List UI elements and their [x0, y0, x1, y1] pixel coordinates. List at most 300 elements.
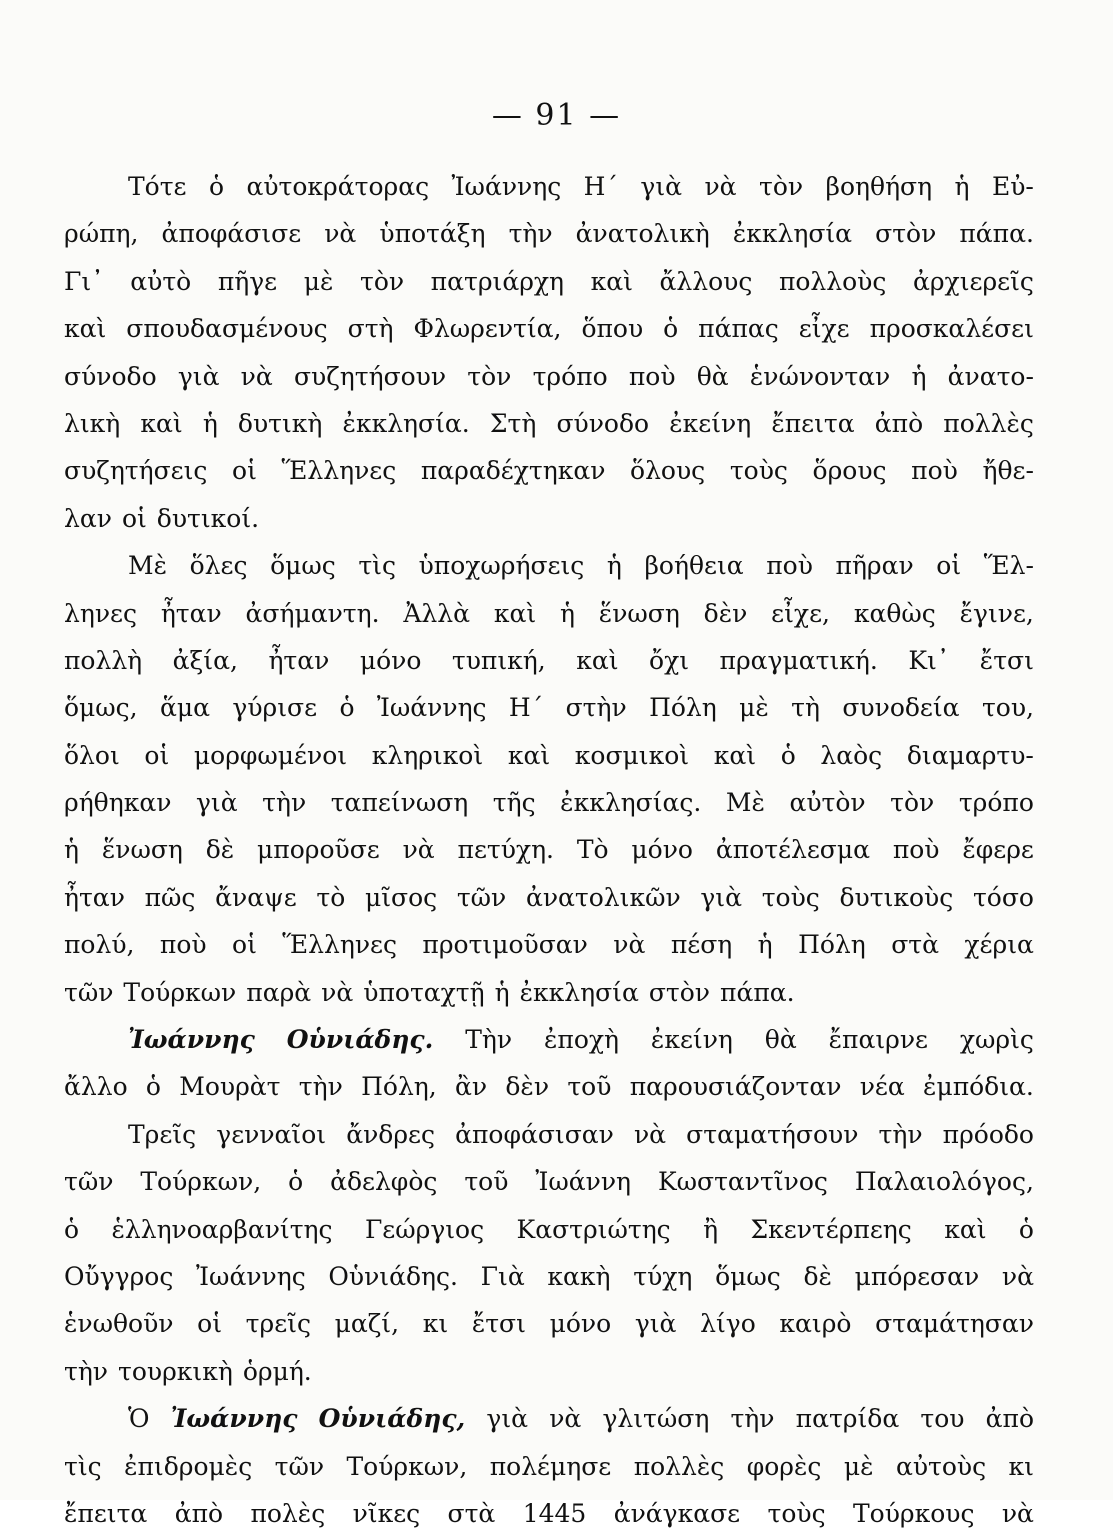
word: στὸν [648, 977, 711, 1007]
word: τῶν [456, 882, 507, 912]
word: νὰ [704, 172, 737, 201]
word: εἶχε [798, 314, 850, 344]
word: οἱ [232, 456, 257, 486]
word: ὁ [288, 1167, 304, 1197]
word: τὴν [878, 1119, 923, 1149]
text-line [64, 258, 1034, 305]
text-line [64, 779, 1034, 826]
text-line [64, 1395, 1034, 1442]
word: Οὑνιάδης. [328, 1261, 458, 1291]
text-line [64, 1490, 1034, 1537]
word: Τούρκων, [140, 1167, 262, 1197]
text-line [64, 353, 1034, 400]
word: νὰ [321, 977, 354, 1007]
word: οἱ [121, 503, 147, 533]
word: ὁ [780, 740, 796, 770]
word: πῆγε [217, 266, 278, 296]
word: λαὸς [820, 740, 883, 770]
word: ὄχι [649, 645, 690, 675]
word: στὰ [891, 930, 939, 960]
word: ἀρχιερεῖς [912, 266, 1034, 296]
word: Τὴν [465, 1025, 513, 1055]
word: ἀνατολικὴ [575, 219, 710, 249]
word: τὶς [64, 1451, 102, 1481]
word: Τούρκων, [346, 1451, 468, 1481]
word: ἔφερε [962, 835, 1034, 865]
word: νὰ [613, 930, 646, 960]
word: καὶ [493, 598, 537, 628]
word: σταμάτησαν [875, 1309, 1034, 1339]
word: οἱ [144, 740, 170, 770]
text-line [64, 590, 1034, 637]
word: τύχη [633, 1261, 693, 1291]
word: ἐκείνη [669, 408, 752, 438]
word: ἀπὸ [985, 1404, 1034, 1434]
word: παραδέχτηκαν [420, 456, 606, 486]
word: τὴν [730, 1404, 775, 1434]
word: σύνοδο [64, 361, 157, 391]
word: ἤθε- [982, 456, 1034, 486]
word: ἑλληνοαρβανίτης [111, 1214, 333, 1244]
word: μορφωμένοι [193, 740, 348, 770]
word: μποροῦσε [257, 835, 380, 865]
word: πατρίδα [795, 1404, 900, 1434]
emphasized-word: Ἰωάννης [170, 1404, 298, 1434]
word: καθὼς [853, 598, 936, 628]
word: ἡ [64, 835, 79, 865]
word: τὸν [359, 266, 405, 296]
word: νέα [859, 1072, 905, 1102]
word: Φλωρεντία, [413, 314, 562, 344]
text-line [64, 969, 1034, 1016]
word: φορὲς [746, 1451, 822, 1481]
text-line [64, 1443, 1034, 1490]
word: συζητήσεις [64, 456, 208, 486]
word: δὲν [505, 1072, 550, 1102]
word: τὴ [791, 693, 820, 723]
word: κληρικοὶ [371, 740, 484, 770]
word: νὰ [633, 1119, 667, 1149]
word: ἐκκλησία. [342, 408, 470, 438]
word: του, [981, 693, 1034, 723]
text-line [64, 1063, 1034, 1110]
word: χέρια [964, 930, 1034, 960]
word: τὸν [467, 361, 512, 391]
word: ἀσήμαντη. [245, 598, 380, 628]
word: ἑνωθοῦν [64, 1309, 174, 1339]
word: Η΄ [583, 172, 618, 201]
word: καιρὸ [779, 1309, 852, 1339]
word: γιὰ [700, 882, 742, 912]
word: τοῦ [464, 1167, 509, 1197]
word: προσκαλέσει [869, 314, 1034, 344]
word: μῖσος [364, 882, 438, 912]
word: ποὺ [892, 835, 940, 865]
word: δὲν [703, 598, 748, 628]
word: τόσο [972, 882, 1034, 912]
word: δυτικοί. [156, 503, 260, 533]
word: λικὴ [64, 408, 121, 438]
text-line [64, 305, 1034, 352]
word: τὴν [262, 788, 307, 818]
word: ρώπη, [64, 219, 139, 249]
word: Πόλη [649, 693, 717, 723]
word: ἄναψε [215, 882, 297, 912]
word: Τούρκων [123, 977, 237, 1007]
word: ἔγινε, [959, 598, 1034, 628]
word: Ἰωάννη [535, 1167, 632, 1197]
word: ὁ [145, 1072, 161, 1102]
text-line [64, 1300, 1034, 1347]
word: καὶ [944, 1214, 987, 1244]
word: στὴν [565, 693, 627, 723]
word: Παλαιολόγος, [854, 1167, 1034, 1197]
word: βοήθεια [644, 551, 744, 581]
word: πῆραν [835, 551, 914, 581]
word: νὰ [549, 1404, 582, 1434]
word: 1445 [522, 1498, 587, 1528]
word: δυτικὴ [237, 408, 323, 438]
word: δὲ [803, 1261, 832, 1291]
word: πῶς [144, 882, 196, 912]
word: γιὰ [634, 1309, 677, 1339]
word: τοὺς [767, 1498, 826, 1528]
word: στὰ [447, 1498, 496, 1528]
word: ὑποταχτῇ [363, 977, 485, 1007]
word: Καστριώτης [516, 1214, 671, 1244]
word: καὶ [64, 314, 107, 344]
word: νὰ [402, 835, 435, 865]
word: τὴν [508, 219, 553, 249]
word: ἡ [954, 172, 970, 201]
word: ἔτσι [471, 1309, 526, 1339]
word: πρόοδο [942, 1119, 1034, 1149]
word: πετύχη. [457, 835, 554, 865]
word: νῖκες [352, 1498, 421, 1528]
word: ποὺ [159, 930, 207, 960]
word: τυπική, [451, 645, 546, 675]
word: μόνο [549, 1309, 612, 1339]
text-line [64, 1206, 1034, 1253]
word: ἐποχὴ [543, 1025, 620, 1055]
word: παρὰ [246, 977, 312, 1007]
word: ἂν [455, 1072, 488, 1102]
word: τρόπο [532, 361, 608, 391]
word: ἦταν [64, 882, 125, 912]
word: οἱ [197, 1309, 223, 1339]
word: Γιὰ [480, 1261, 525, 1291]
text-line [64, 732, 1034, 779]
word: Ἰωάννης [196, 1261, 306, 1291]
text-line [64, 447, 1034, 494]
word: σταματήσουν [686, 1119, 859, 1149]
word: Ἕλληνες [282, 930, 397, 960]
word: ἀπὸ [874, 408, 924, 438]
word: ἀποφάσισε [161, 219, 302, 249]
word: Η΄ [508, 693, 544, 723]
word: ἀνατο- [947, 361, 1034, 391]
word: πάπας [698, 314, 779, 344]
word: τοὺς [761, 882, 820, 912]
word: Τούρκους [852, 1498, 975, 1528]
text-line [64, 1111, 1034, 1158]
emphasized-word: Οὑνιάδης, [318, 1404, 466, 1434]
word: καὶ [713, 740, 757, 770]
word: Πόλη, [361, 1072, 437, 1102]
word: τὴν [298, 1072, 343, 1102]
word: ὅπου [581, 314, 644, 344]
word: γιὰ [177, 361, 220, 391]
word: Εὐ- [991, 172, 1034, 201]
word: λίγο [700, 1309, 756, 1339]
word: ἀποτέλεσμα [715, 835, 870, 865]
text-line [64, 1348, 1034, 1395]
word: χωρὶς [959, 1025, 1034, 1055]
word: δὲ [205, 835, 235, 865]
word: τρεῖς [245, 1309, 311, 1339]
word: ὁ [663, 314, 679, 344]
word: Κωσταντῖνος [657, 1167, 828, 1197]
word: Γι᾽ [64, 266, 104, 296]
word: μὲ [303, 266, 334, 296]
word: μπόρεσαν [854, 1261, 980, 1291]
word: γιὰ [486, 1404, 529, 1434]
word: του [920, 1404, 965, 1434]
word: στὸν [875, 219, 937, 249]
word: πολέμησε [489, 1451, 612, 1481]
word: τὶς [358, 551, 396, 581]
word: ἔπειτα [771, 408, 855, 438]
word: οἱ [232, 930, 257, 960]
word: προτιμοῦσαν [422, 930, 588, 960]
word: ἢ [703, 1214, 719, 1244]
page-number: — 91 — [491, 98, 622, 133]
word: Τότε [128, 172, 187, 201]
word: λαν [64, 503, 112, 533]
word: τῆς [492, 788, 536, 818]
word: ἡ [606, 551, 622, 581]
word: νὰ [1001, 1261, 1034, 1291]
word: γύρισε [232, 693, 318, 723]
word: ὅλοι [64, 740, 120, 770]
word: Μουρὰτ [179, 1072, 281, 1102]
word: ἀνάγκασε [613, 1498, 741, 1528]
word: μόνο [631, 835, 693, 865]
text-line [64, 495, 1034, 542]
word: σπουδασμένους [126, 314, 328, 344]
word: Μὲ [128, 551, 168, 581]
body-text [64, 163, 1034, 1537]
word: ληνες [64, 598, 137, 628]
word: ἀξία, [172, 645, 238, 675]
word: ὁ [64, 1214, 80, 1244]
word: τῶν [64, 977, 114, 1007]
word: Ἕλ- [983, 551, 1034, 581]
word: τοὺς [729, 456, 788, 486]
text-line [64, 400, 1034, 447]
word: πολλὲς [633, 1451, 725, 1481]
word: Μὲ [725, 788, 765, 818]
word: εἶχε, [771, 598, 830, 628]
word: τουρκικὴ [118, 1356, 233, 1386]
word: ἡ [757, 930, 773, 960]
word: Ἕλληνες [281, 456, 397, 486]
word: συνοδεία [842, 693, 960, 723]
word: κι [1008, 1451, 1034, 1481]
word: πατριάρχη [430, 266, 565, 296]
word: ὅλους [630, 456, 706, 486]
text-line [64, 921, 1034, 968]
word: ποὺ [911, 456, 958, 486]
word: Σκεντέρπεης [750, 1214, 912, 1244]
word: νὰ [324, 219, 357, 249]
word: ἡ [202, 408, 218, 438]
word: κι [422, 1309, 449, 1339]
word: Τρεῖς [128, 1119, 197, 1149]
word: ὅμως, [64, 693, 138, 723]
word: αὐτὸ [130, 266, 192, 296]
word: τρόπο [958, 788, 1034, 818]
word: Πόλη [798, 930, 866, 960]
word: θὰ [696, 361, 729, 391]
word: ἐμπόδια. [923, 1072, 1034, 1102]
word: τὴν [64, 1356, 109, 1386]
word: πέση [670, 930, 733, 960]
text-line [64, 826, 1034, 873]
word: ὅρους [812, 456, 887, 486]
word: ἄλλους [659, 266, 753, 296]
text-line [64, 210, 1034, 257]
word: ἔπειτα [64, 1498, 148, 1528]
word: μόνο [359, 645, 422, 675]
text-line [64, 874, 1034, 921]
word: μὲ [843, 1451, 874, 1481]
word: πολλὴ [64, 645, 143, 675]
word: δυτικοὺς [839, 882, 954, 912]
word: πάπα. [720, 977, 795, 1007]
word: ἡ [494, 977, 510, 1007]
word: συζητήσουν [293, 361, 447, 391]
word: ὁρμή. [242, 1356, 312, 1386]
word: αὐτὸν [789, 788, 866, 818]
word: καὶ [507, 740, 551, 770]
word: ποὺ [766, 551, 813, 581]
word: γιὰ [195, 788, 238, 818]
text-line [64, 163, 1034, 210]
word: ὑποχωρήσεις [418, 551, 585, 581]
word: αὐτοὺς [895, 1451, 987, 1481]
word: καὶ [140, 408, 183, 438]
word: ἦταν [268, 645, 330, 675]
word: Γεώργιος [364, 1214, 485, 1244]
word: Στὴ [489, 408, 537, 438]
word: πάπα. [959, 219, 1034, 249]
word: θὰ [764, 1025, 797, 1055]
word: καὶ [576, 645, 619, 675]
word: ὅμως [715, 1261, 781, 1291]
word: πολὲς [250, 1498, 326, 1528]
emphasized-word: Οὑνιάδης. [286, 1025, 434, 1055]
word: οἱ [936, 551, 962, 581]
word: Οὔγγρος [64, 1261, 174, 1291]
word: Ἰωάννης [376, 693, 487, 723]
word: Ὁ [128, 1404, 150, 1434]
word: ποὺ [628, 361, 676, 391]
word: ἀνατολικῶν [525, 882, 681, 912]
word: ἐπιδρομὲς [124, 1451, 253, 1481]
text-line [64, 684, 1034, 731]
word: ταπείνωση [330, 788, 469, 818]
word: ὁ [208, 172, 225, 201]
word: τὸν [759, 172, 804, 201]
word: ἄνδρες [346, 1119, 435, 1149]
word: ἀδελφὸς [330, 1167, 438, 1197]
word: κοσμικοὶ [574, 740, 690, 770]
word: τῶν [64, 1167, 114, 1197]
word: Ἰωάννης [451, 172, 562, 201]
word: κακὴ [547, 1261, 611, 1291]
word: ἕνωση [101, 835, 183, 865]
word: αὐτοκράτορας [246, 172, 430, 201]
word: ἐκείνη [650, 1025, 733, 1055]
word: νὰ [1001, 1498, 1034, 1528]
word: μαζί, [334, 1309, 400, 1339]
word: ἄλλο [64, 1072, 128, 1102]
word: μὲ [739, 693, 769, 723]
word: ἡ [559, 598, 575, 628]
word: ἕνωση [598, 598, 680, 628]
word: ἦταν [160, 598, 222, 628]
word: πολλὲς [943, 408, 1034, 438]
word: παρουσιάζονταν [629, 1072, 842, 1102]
word: ὁ [1018, 1214, 1034, 1244]
word: βοηθήση [825, 172, 933, 201]
word: πολύ, [64, 930, 135, 960]
word: ρήθηκαν [64, 788, 172, 818]
word: ἡ [911, 361, 927, 391]
word: γιὰ [640, 172, 683, 201]
word: γενναῖοι [216, 1119, 327, 1149]
word: ὅλες [189, 551, 248, 581]
word: ἔτσι [979, 645, 1034, 675]
text-line [64, 1253, 1034, 1300]
word: πολλοὺς [778, 266, 887, 296]
word: ἐκκλησία [732, 219, 853, 249]
word: ἀποφάσισαν [455, 1119, 614, 1149]
word: Κι᾽ [908, 645, 950, 675]
word: σύνοδο [556, 408, 650, 438]
word: ἑνώνονταν [749, 361, 891, 391]
word: ἐκκλησία [519, 977, 639, 1007]
word: τὸ [316, 882, 346, 912]
word: πραγματική. [719, 645, 878, 675]
word: ὑποτάξη [379, 219, 486, 249]
word: ὁ [339, 693, 355, 723]
word: τῶν [274, 1451, 325, 1481]
emphasized-word: Ἰωάννης [128, 1025, 255, 1055]
text-line [64, 542, 1034, 589]
word: τοῦ [567, 1072, 612, 1102]
text-line [64, 1016, 1034, 1063]
word: ἀπὸ [174, 1498, 224, 1528]
word: Ἀλλὰ [403, 598, 471, 628]
word: καὶ [590, 266, 633, 296]
word: ἐκκλησίας. [560, 788, 702, 818]
text-line [64, 1158, 1034, 1205]
word: Τὸ [576, 835, 609, 865]
word: νὰ [240, 361, 273, 391]
word: ἔπαιρνε [828, 1025, 928, 1055]
